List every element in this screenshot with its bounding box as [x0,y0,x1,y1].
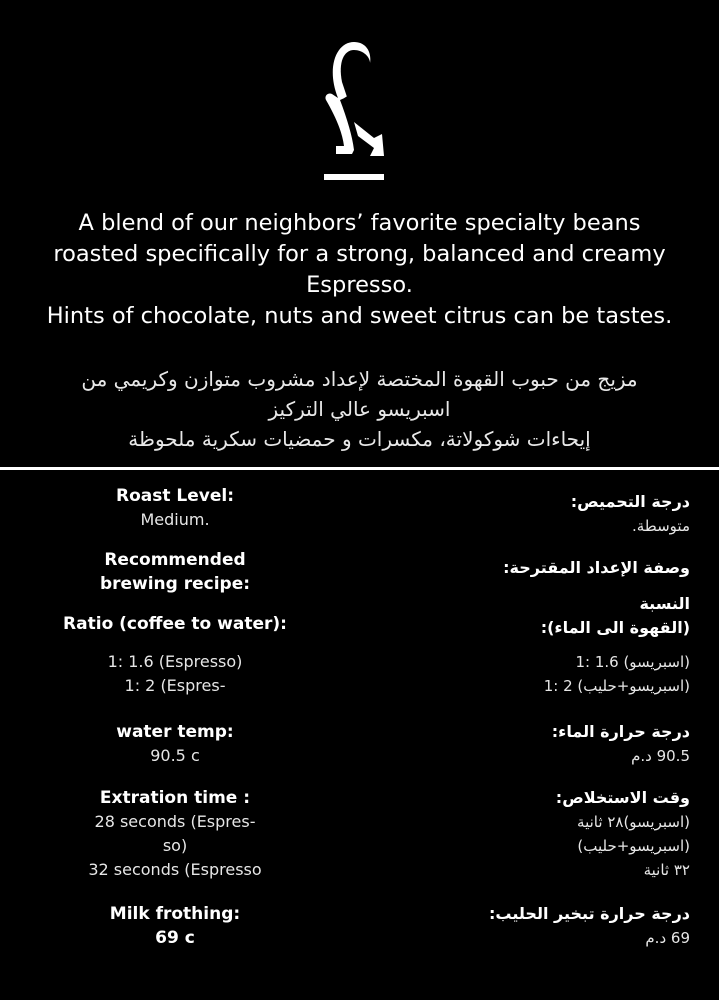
ratio-label-ar: النسبة [639,594,690,613]
roast-label-ar: درجة التحميص: [570,492,690,511]
divider [0,467,719,470]
ratio-value-ar: (اسبريسو+حليب) 2 :1 [543,677,690,695]
time-value: 28 seconds (Espres- [94,812,256,831]
brand-logo [318,38,390,188]
time-value: 32 seconds (Espresso [88,860,262,879]
temp-label-ar: درجة حرارة الماء: [551,722,690,741]
temp-value-ar: 90.5 د.م [631,747,690,765]
temp-value: 90.5 c [150,746,200,765]
english-line: roasted specifically for a strong, balanced and creamy [53,241,666,267]
time-label-ar: وقت الاستخلاص: [555,788,690,807]
arabic-description [0,364,719,454]
temp-label: water temp: [116,722,234,742]
milk-label-ar: درجة حرارة تبخير الحليب: [489,904,690,923]
ratio-value: 1: 2 (Espres- [124,676,226,695]
time-value: so) [162,836,188,855]
milk-label: Milk frothing: [109,904,241,924]
milk-value-ar: 69 د.م [645,929,690,947]
ratio-value: 1: 1.6 (Espresso) [107,652,243,671]
time-value-ar: ٣٢ ثانية [643,861,690,879]
arabic-line: اسبريسو عالي التركيز [268,397,451,421]
english-line: Espresso. [306,272,413,298]
time-value-ar: (اسبريسو+حليب) [577,837,690,855]
roast-value-ar: متوسطة. [632,517,690,535]
milk-value: 69 c [155,928,195,948]
time-value-ar: (اسبريسو)٢٨ ثانية [577,813,690,831]
english-line: Hints of chocolate, nuts and sweet citrus can be tastes. [46,303,673,329]
roast-label: Roast Level: [115,486,234,506]
recipe-label: brewing recipe: [99,574,251,594]
arabic-line: مزيج من حبوب القهوة المختصة لإعداد مشروب متوازن وكريمي من [81,367,638,391]
ratio-label: Ratio (coffee to water): [63,614,287,634]
arabic-line: إيحاءات شوكولاتة، مكسرات و حمضيات سكرية ملحوظة [128,427,591,451]
ratio-value-ar: (اسبريسو) 1.6 :1 [575,653,690,671]
english-description [0,208,719,332]
roast-value: Medium. [140,510,210,529]
english-line: A blend of our neighbors’ favorite specialty beans [78,210,641,236]
recipe-label: Recommended [104,550,246,570]
recipe-label-ar: وصفة الإعداد المقترحة: [503,558,690,577]
time-label: Extration time : [99,788,251,808]
ratio-label-ar: (القهوة الى الماء): [540,618,690,637]
